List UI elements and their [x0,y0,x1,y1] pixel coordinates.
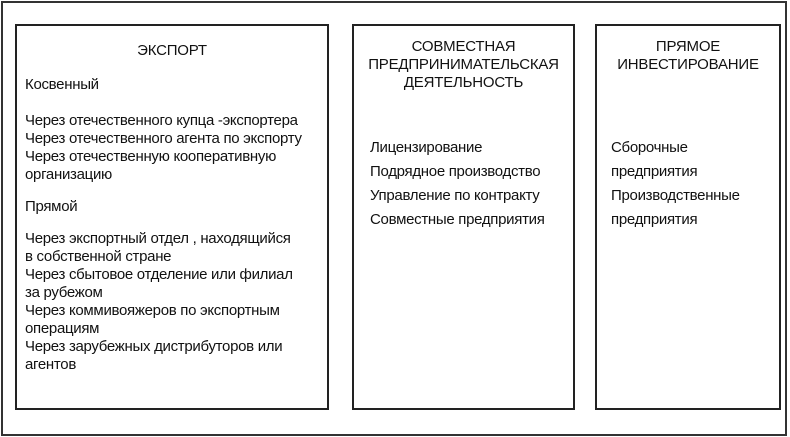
direct-investment-title [597,38,779,74]
list-item: Производственные [611,187,740,204]
indirect-item: Через отечественного купца -экспортера [25,112,298,129]
list-item: предприятия [611,211,698,228]
list-item: Управление по контракту [370,187,540,204]
list-item: Лицензирование [370,139,483,156]
list-item: Подрядное производство [370,163,541,180]
title-line: ИНВЕСТИРОВАНИЕ [617,56,759,73]
direct-item-cont: за рубежом [25,284,103,301]
title-line: ПРЕДПРИНИМАТЕЛЬСКАЯ [368,56,559,73]
list-item: Сборочные [611,139,688,156]
direct-item: Через коммивояжеров по экспортным [25,302,280,319]
joint-venture-list [370,136,545,232]
export-content [25,76,323,374]
title-line: СОВМЕСТНАЯ [411,38,516,55]
direct-item-cont: агентов [25,356,77,373]
joint-venture-title [354,38,573,92]
joint-venture-column [352,24,575,410]
indirect-item-cont: организацию [25,166,112,183]
indirect-heading: Косвенный [25,76,99,93]
indirect-item: Через отечественную кооперативную [25,148,277,165]
export-column [15,24,329,410]
direct-heading: Прямой [25,198,78,215]
list-item: предприятия [611,163,698,180]
indirect-item: Через отечественного агента по экспорту [25,130,302,147]
direct-investment-column [595,24,781,410]
title-line: ДЕЯТЕЛЬНОСТЬ [403,74,524,91]
export-title: ЭКСПОРТ [137,42,207,59]
direct-item-cont: в собственной стране [25,248,172,265]
direct-item-cont: операциям [25,320,100,337]
direct-item: Через сбытовое отделение или филиал [25,266,293,283]
direct-investment-list [611,136,740,232]
direct-item: Через экспортный отдел , находящийся [25,230,291,247]
list-item: Совместные предприятия [370,211,545,228]
title-line: ПРЯМОЕ [655,38,721,55]
direct-item: Через зарубежных дистрибуторов или [25,338,283,355]
